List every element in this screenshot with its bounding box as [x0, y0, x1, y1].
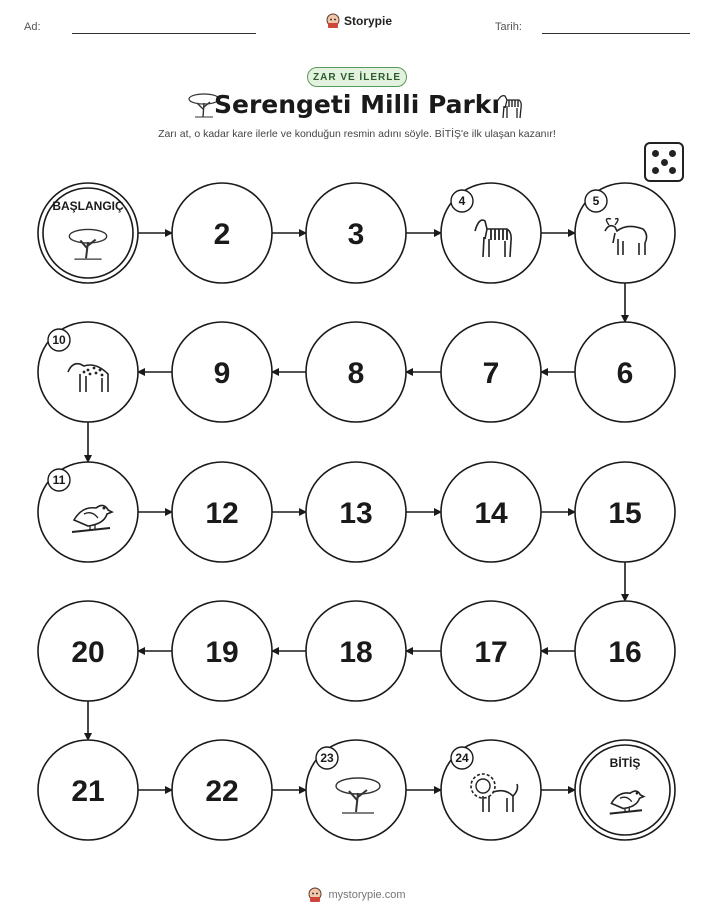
board-cell-12: [172, 462, 272, 562]
board-cell-19: [172, 601, 272, 701]
board-cell-16: [575, 601, 675, 701]
board-cell-7: [441, 322, 541, 422]
date-label: Tarih:: [495, 21, 522, 33]
board-cell-9: [172, 322, 272, 422]
brand-name: Storypie: [344, 14, 393, 28]
board-cell-20: [38, 601, 138, 701]
name-label: Ad:: [24, 21, 41, 33]
board-cell-17: [441, 601, 541, 701]
cell-number: 6: [616, 357, 634, 390]
finish-cell: [575, 740, 675, 840]
board-cell-8: [306, 322, 406, 422]
board-cell-22: [172, 740, 272, 840]
start-cell: [38, 183, 138, 283]
cell-number: 5: [592, 194, 600, 208]
activity-badge: ZAR VE İLERLE: [307, 67, 407, 87]
cell-number: 21: [71, 775, 105, 808]
cell-number: 17: [474, 636, 508, 669]
board-cell-3: [306, 183, 406, 283]
storypie-mascot-icon: [308, 887, 322, 903]
cell-number: 15: [608, 497, 642, 530]
board-cell-5: [575, 183, 675, 283]
board-cell-4: [441, 183, 541, 283]
cell-number: 24: [455, 751, 469, 765]
cell-number: 4: [458, 194, 466, 208]
board-cell-2: [172, 183, 272, 283]
cell-number: 13: [339, 497, 373, 530]
board-cell-10: [38, 322, 138, 422]
instructions: Zarı at, o kadar kare ilerle ve konduğun resmin adını söyle. BİTİŞ'e ilk ulaşan kazanır!: [158, 128, 556, 140]
footer-url: mystorypie.com: [328, 889, 406, 901]
page-title: Serengeti Milli Parkı: [213, 90, 501, 119]
cell-number: 14: [474, 497, 508, 530]
cell-number: 19: [205, 636, 239, 669]
start-label: BAŞLANGIÇ: [52, 199, 124, 213]
board-cell-13: [306, 462, 406, 562]
cell-number: 3: [347, 218, 365, 251]
cell-number: 7: [482, 357, 500, 390]
cell-number: 2: [213, 218, 231, 251]
board-cell-18: [306, 601, 406, 701]
finish-label: BİTİŞ: [609, 756, 641, 770]
board-cell-15: [575, 462, 675, 562]
board-cell-24: [441, 740, 541, 840]
board-cell-14: [441, 462, 541, 562]
cell-number: 18: [339, 636, 373, 669]
cell-number: 10: [52, 333, 66, 347]
board-cell-21: [38, 740, 138, 840]
cell-number: 8: [347, 357, 365, 390]
cell-number: 23: [320, 751, 334, 765]
cell-number: 12: [205, 497, 239, 530]
footer: [0, 887, 714, 903]
cell-number: 16: [608, 636, 642, 669]
cell-number: 20: [71, 636, 105, 669]
board-cell-23: [306, 740, 406, 840]
board-cell-6: [575, 322, 675, 422]
cell-number: 9: [213, 357, 231, 390]
cell-number: 11: [52, 473, 66, 487]
board-cell-11: [38, 462, 138, 562]
cell-number: 22: [205, 775, 239, 808]
